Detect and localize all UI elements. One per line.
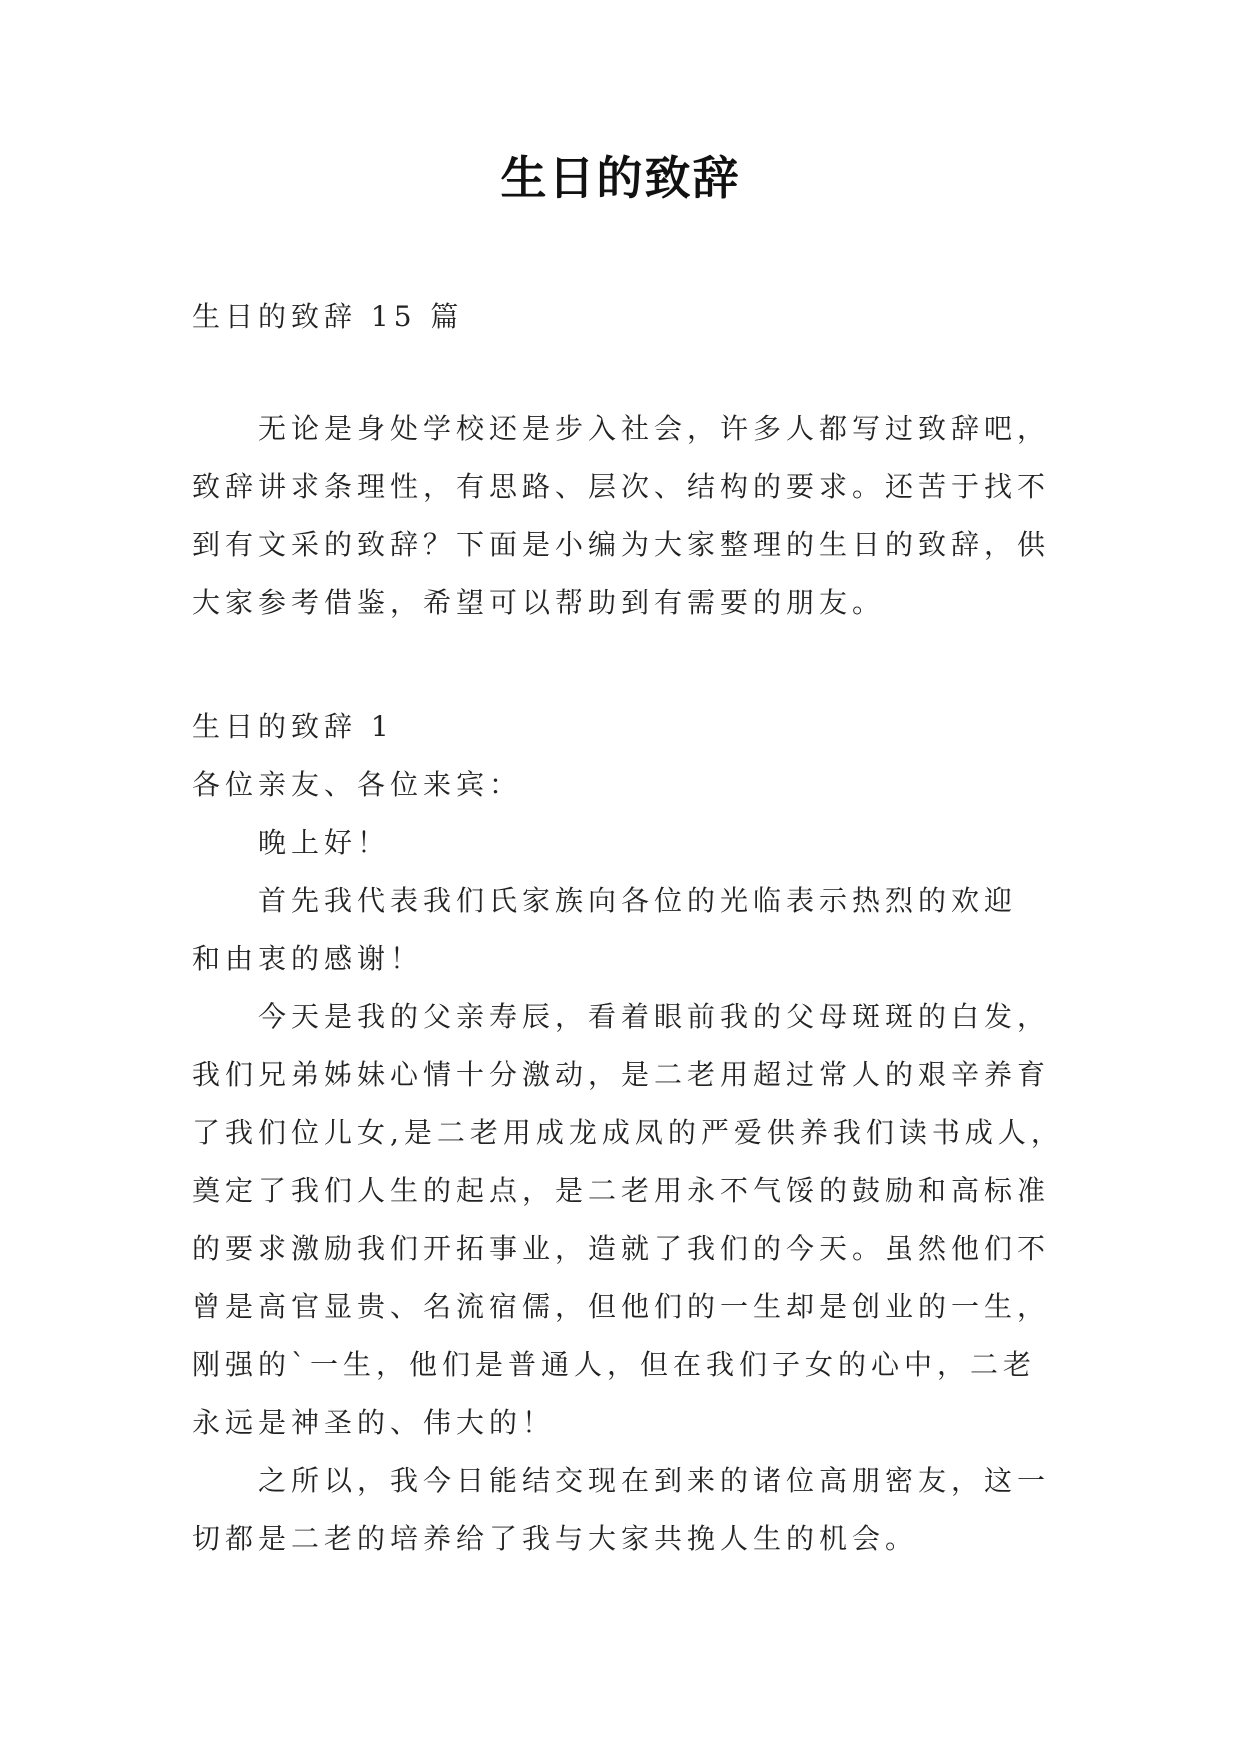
section-1-heading: 生日的致辞 1 (192, 710, 394, 743)
greeting: 晚上好！ (258, 826, 391, 859)
para2-line-4: 奠定了我们人生的起点，是二老用永不气馁的鼓励和高标准 (192, 1174, 1051, 1207)
salutation: 各位亲友、各位来宾： (192, 768, 523, 801)
para2-line-8: 永远是神圣的、伟大的！ (192, 1406, 556, 1439)
para2-line-6: 曾是高官显贵、名流宿儒，但他们的一生却是创业的一生， (192, 1290, 1051, 1323)
para2-line-5: 的要求激励我们开拓事业，造就了我们的今天。虽然他们不 (192, 1232, 1051, 1265)
page-title: 生日的致辞 (500, 151, 741, 205)
para3-line-2: 切都是二老的培养给了我与大家共挽人生的机会。 (192, 1522, 919, 1555)
intro-line-4: 大家参考借鉴，希望可以帮助到有需要的朋友。 (192, 586, 886, 619)
section-1 (192, 698, 1062, 1568)
intro-line-2: 致辞讲求条理性，有思路、层次、结构的要求。还苦于找不 (192, 470, 1051, 503)
para2-line-1: 今天是我的父亲寿辰，看着眼前我的父母斑斑的白发， (258, 1000, 1051, 1033)
para2-line-7: 刚强的`一生，他们是普通人，但在我们子女的心中，二老 (192, 1348, 1037, 1381)
para3-line-1: 之所以，我今日能结交现在到来的诸位高朋密友，这一 (258, 1464, 1051, 1497)
document-subtitle (192, 288, 1062, 346)
para2-line-3: 了我们位儿女,是二老用成龙成凤的严爱供养我们读书成人， (192, 1116, 1064, 1149)
intro-paragraph (192, 400, 1062, 632)
intro-line-3: 到有文采的致辞？下面是小编为大家整理的生日的致辞，供 (192, 528, 1051, 561)
para1-line-1: 首先我代表我们氏家族向各位的光临表示热烈的欢迎 (258, 884, 1018, 917)
para1-line-2: 和由衷的感谢！ (192, 942, 424, 975)
subtitle-text: 生日的致辞 15 篇 (192, 300, 464, 333)
para2-line-2: 我们兄弟姊妹心情十分激动，是二老用超过常人的艰辛养育 (192, 1058, 1051, 1091)
intro-line-1: 无论是身处学校还是步入社会，许多人都写过致辞吧， (258, 412, 1051, 445)
